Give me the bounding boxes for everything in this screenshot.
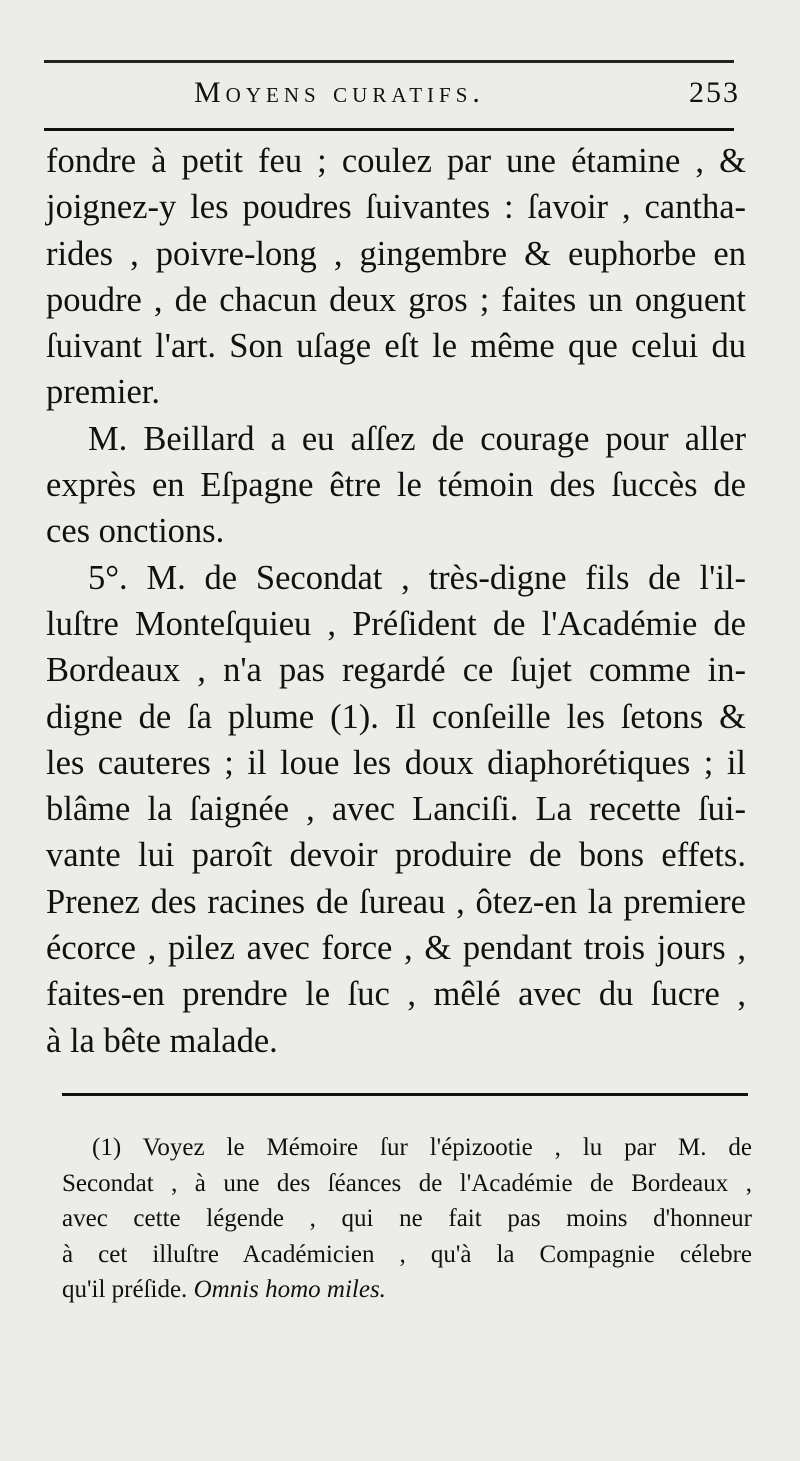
running-title: Moyens curatifs. [194,76,485,109]
text-line: fondre à petit feu ; coulez par une étamine , & [46,142,746,180]
text-line: ſuivant l'art. Son uſage eſt le même que celui du [46,327,746,366]
text-line: 5°. M. de Secondat , très-digne fils de l'il- [88,558,746,597]
text-line: M. Beillard a eu aſſez de courage pour aller [88,419,746,458]
text-line: joignez-y les poudres ſuivantes : ſavoir , cantha- [46,188,746,227]
footnote-last-line [62,1272,752,1308]
text-line: blâme la ſaignée , avec Lanciſi. La recette ſui- [46,790,746,829]
text-line: Bordeaux , n'a pas regardé ce ſujet comme in- [46,651,746,690]
text-line: rides , poivre-long , gingembre & euphorbe en [46,234,746,273]
text-line: à la bête malade. [46,1021,278,1060]
header-rule [44,128,734,131]
text-line: les cauteres ; il loue les doux diaphorétiques ; il [46,743,746,782]
page-number: 253 [689,76,740,109]
page-header [0,68,800,120]
footnote [62,1130,752,1308]
footnote-line: Secondat , à une des ſéances de l'Académie de Bordeaux , [62,1169,752,1197]
top-rule [44,60,734,63]
text-line: digne de ſa plume (1). Il conſeille les ſetons & [46,697,746,736]
body-text [46,138,746,1064]
footnote-text: qu'il préſide. [62,1276,188,1303]
footnote-line: avec cette légende , qui ne fait pas moins d'honneur [62,1205,752,1232]
footnote-rule [62,1093,748,1096]
paragraph-beillard [46,416,746,555]
text-line: faites-en prendre le ſuc , mêlé avec du ſucre , [46,975,746,1014]
text-line: poudre , de chacun deux gros ; faites un onguent [46,280,746,319]
paragraph-ointment [46,138,746,416]
footnote-motto: Omnis homo miles. [193,1276,386,1303]
text-line: ces onctions. [46,512,225,551]
footnote-line: à cet illuſtre Académicien , qu'à la Compagnie célebre [62,1240,752,1268]
text-line: luſtre Monteſquieu , Préſident de l'Académie de [46,604,746,643]
footnote-line: (1) Voyez le Mémoire ſur l'épizootie , lu par M. de [92,1134,752,1161]
text-line: écorce , pilez avec force , & pendant trois jours , [46,929,746,968]
text-line: Prenez des racines de ſureau , ôtez-en la premiere [46,882,746,921]
paragraph-secondat [46,555,746,1064]
text-line: premier. [46,373,160,412]
text-line: vante lui paroît devoir produire de bons effets. [46,836,746,875]
text-line: exprès en Eſpagne être le témoin des ſuccès de [46,466,746,505]
